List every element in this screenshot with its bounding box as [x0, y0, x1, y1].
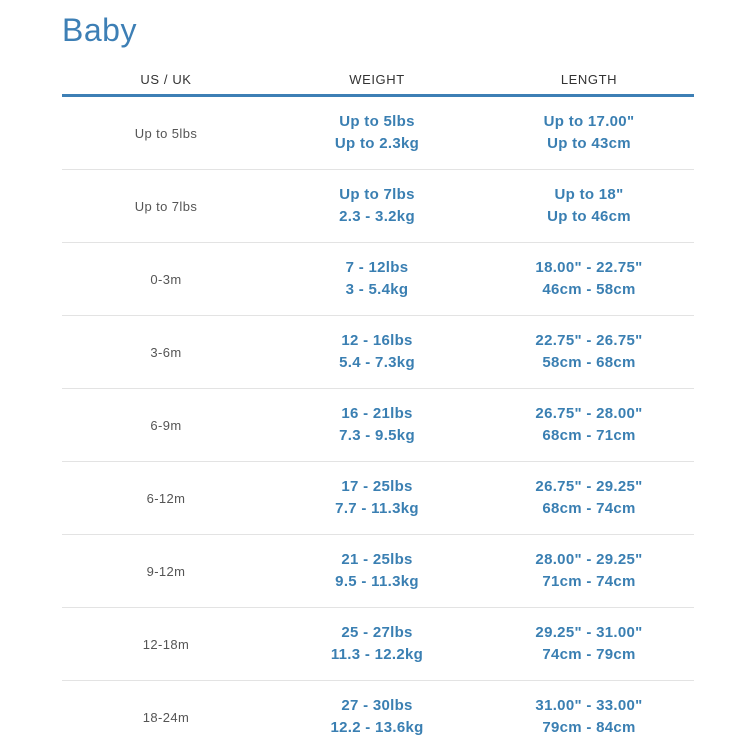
table-row: [62, 170, 694, 243]
weight-imperial: 21 - 25lbs: [341, 551, 413, 568]
weight-metric: 7.7 - 11.3kg: [335, 500, 419, 517]
size-cell: 12-18m: [142, 636, 190, 652]
weight-cell: [270, 184, 484, 228]
weight-imperial: 12 - 16lbs: [341, 332, 413, 349]
length-imperial: 29.25" - 31.00": [535, 624, 643, 641]
weight-metric: 11.3 - 12.2kg: [330, 646, 424, 663]
table-row: [62, 681, 694, 753]
weight-cell: [270, 476, 484, 520]
length-cell: [484, 622, 694, 666]
weight-metric: 5.4 - 7.3kg: [339, 354, 415, 371]
length-cell: [484, 184, 694, 228]
table-row: [62, 243, 694, 316]
weight-metric: 3 - 5.4kg: [345, 281, 409, 298]
length-metric: 79cm - 84cm: [542, 719, 636, 736]
length-cell: [484, 257, 694, 301]
length-imperial: 18.00" - 22.75": [535, 259, 643, 276]
size-table: [62, 64, 694, 753]
weight-cell: [270, 111, 484, 155]
table-row: [62, 316, 694, 389]
length-metric: Up to 43cm: [547, 135, 631, 152]
length-imperial: 26.75" - 28.00": [535, 405, 643, 422]
weight-metric: 12.2 - 13.6kg: [330, 719, 424, 736]
length-imperial: 28.00" - 29.25": [535, 551, 643, 568]
size-cell: 3-6m: [150, 344, 182, 360]
header-size: US / UK: [140, 71, 192, 87]
weight-metric: 9.5 - 11.3kg: [335, 573, 419, 590]
weight-metric: 7.3 - 9.5kg: [339, 427, 415, 444]
length-metric: 68cm - 74cm: [542, 500, 636, 517]
length-metric: 58cm - 68cm: [542, 354, 636, 371]
length-imperial: 31.00" - 33.00": [535, 697, 643, 714]
header-length: LENGTH: [560, 71, 618, 87]
weight-metric: 2.3 - 3.2kg: [339, 208, 415, 225]
length-cell: [484, 330, 694, 374]
weight-imperial: 27 - 30lbs: [341, 697, 413, 714]
length-cell: [484, 111, 694, 155]
length-metric: 46cm - 58cm: [542, 281, 636, 298]
length-imperial: 26.75" - 29.25": [535, 478, 643, 495]
page-title: Baby: [62, 12, 137, 48]
length-cell: [484, 476, 694, 520]
header-weight: WEIGHT: [349, 71, 405, 87]
length-imperial: Up to 18": [554, 186, 624, 203]
table-row: [62, 608, 694, 681]
length-metric: 74cm - 79cm: [542, 646, 636, 663]
length-imperial: 22.75" - 26.75": [535, 332, 643, 349]
size-cell: 6-9m: [150, 417, 182, 433]
size-cell: 18-24m: [142, 709, 190, 725]
size-cell: Up to 5lbs: [134, 125, 198, 141]
length-metric: 68cm - 71cm: [542, 427, 636, 444]
table-row: [62, 462, 694, 535]
table-header: [62, 64, 694, 97]
length-cell: [484, 403, 694, 447]
length-cell: [484, 549, 694, 593]
table-row: [62, 389, 694, 462]
weight-imperial: 16 - 21lbs: [341, 405, 413, 422]
weight-metric: Up to 2.3kg: [334, 135, 420, 152]
weight-cell: [270, 695, 484, 739]
size-cell: Up to 7lbs: [134, 198, 198, 214]
length-metric: Up to 46cm: [547, 208, 631, 225]
weight-imperial: 17 - 25lbs: [341, 478, 413, 495]
weight-imperial: 7 - 12lbs: [345, 259, 409, 276]
table-row: [62, 535, 694, 608]
size-cell: 9-12m: [146, 563, 186, 579]
weight-imperial: 25 - 27lbs: [341, 624, 413, 641]
length-metric: 71cm - 74cm: [542, 573, 636, 590]
table-row: [62, 97, 694, 170]
weight-cell: [270, 622, 484, 666]
weight-cell: [270, 330, 484, 374]
size-cell: 0-3m: [150, 271, 182, 287]
length-imperial: Up to 17.00": [543, 113, 635, 130]
weight-imperial: Up to 5lbs: [339, 113, 415, 130]
size-cell: 6-12m: [146, 490, 186, 506]
weight-imperial: Up to 7lbs: [339, 186, 415, 203]
weight-cell: [270, 403, 484, 447]
length-cell: [484, 695, 694, 739]
weight-cell: [270, 549, 484, 593]
weight-cell: [270, 257, 484, 301]
